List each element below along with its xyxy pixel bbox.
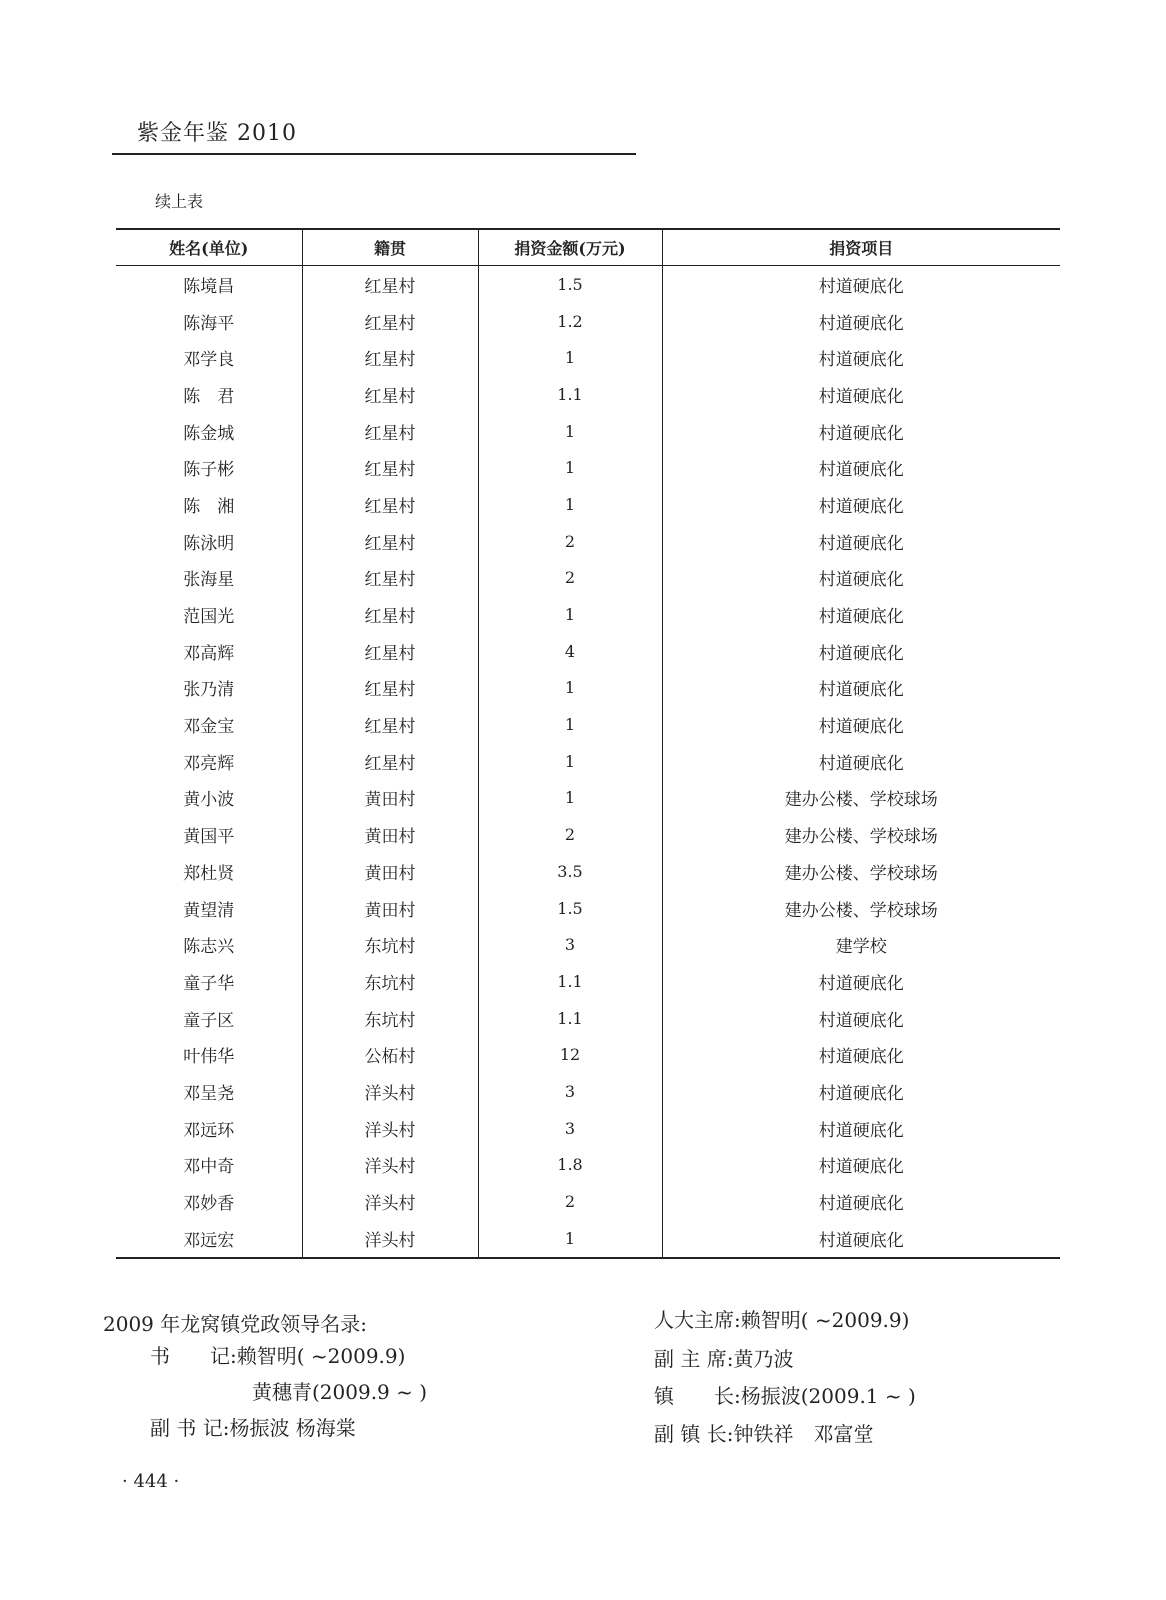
donation-amount: 1.8 — [478, 1147, 662, 1184]
running-header-title: 紫金年鉴 2010 — [137, 121, 297, 146]
table-row — [116, 706, 1060, 743]
donor-origin: 洋头村 — [302, 1220, 478, 1258]
donation-amount: 2 — [478, 1183, 662, 1220]
donor-name: 叶伟华 — [183, 1047, 235, 1068]
table-row — [116, 413, 1060, 450]
donation-project: 村道硬底化 — [662, 1110, 1060, 1147]
donor-name: 郑杜贤 — [183, 863, 235, 884]
donation-project: 建学校 — [662, 926, 1060, 963]
donor-origin: 红星村 — [302, 449, 478, 486]
leader-party-secretary-2: 黄穗青(2009.9 ~ ) — [252, 1380, 428, 1404]
donation-project: 建办公楼、学校球场 — [662, 780, 1060, 817]
table-row — [116, 926, 1060, 963]
donation-project: 村道硬底化 — [662, 266, 1060, 303]
donor-origin: 东坑村 — [302, 963, 478, 1000]
donor-name: 张乃清 — [183, 680, 235, 701]
donor-name: 陈志兴 — [183, 937, 235, 958]
table-row — [116, 339, 1060, 376]
donation-amount: 3 — [478, 926, 662, 963]
donation-project: 村道硬底化 — [662, 486, 1060, 523]
donation-project: 村道硬底化 — [662, 1220, 1060, 1258]
donation-amount: 1 — [478, 596, 662, 633]
donation-project: 村道硬底化 — [662, 560, 1060, 597]
table-body — [116, 266, 1060, 1258]
table-row — [116, 1110, 1060, 1147]
table-row — [116, 633, 1060, 670]
column-header-name: 姓名(单位) — [116, 229, 302, 266]
donor-origin: 洋头村 — [302, 1110, 478, 1147]
donation-amount: 2 — [478, 523, 662, 560]
donor-origin: 红星村 — [302, 486, 478, 523]
donor-name: 黄小波 — [183, 790, 235, 811]
table-row — [116, 963, 1060, 1000]
donor-origin: 红星村 — [302, 339, 478, 376]
donation-project: 村道硬底化 — [662, 963, 1060, 1000]
donor-name: 陈海平 — [183, 313, 235, 334]
table-row — [116, 596, 1060, 633]
donation-amount: 1 — [478, 706, 662, 743]
donor-origin: 红星村 — [302, 706, 478, 743]
donation-project: 村道硬底化 — [662, 743, 1060, 780]
donation-amount: 1.5 — [478, 266, 662, 303]
donor-origin: 黄田村 — [302, 780, 478, 817]
donation-amount: 4 — [478, 633, 662, 670]
leader-deputy-secretary: 副 书 记:杨振波 杨海棠 — [150, 1416, 356, 1440]
donor-name: 范国光 — [183, 607, 235, 628]
donation-amount: 1 — [478, 670, 662, 707]
donor-name: 邓高辉 — [183, 643, 235, 664]
donation-amount: 1 — [478, 486, 662, 523]
donor-origin: 东坑村 — [302, 926, 478, 963]
donor-name: 陈 君 — [183, 386, 235, 407]
donor-origin: 红星村 — [302, 633, 478, 670]
table-row — [116, 1147, 1060, 1184]
continuation-label: 续上表 — [155, 192, 204, 211]
table-row — [116, 1073, 1060, 1110]
donation-amount: 1.1 — [478, 376, 662, 413]
donor-name: 邓金宝 — [183, 717, 235, 738]
donation-amount: 3.5 — [478, 853, 662, 890]
table-row — [116, 853, 1060, 890]
column-header-amount: 捐资金额(万元) — [478, 229, 662, 266]
table-row — [116, 303, 1060, 340]
donation-amount: 1.1 — [478, 1000, 662, 1037]
donation-amount: 3 — [478, 1073, 662, 1110]
donation-project: 村道硬底化 — [662, 1073, 1060, 1110]
donation-amount: 2 — [478, 560, 662, 597]
table-row — [116, 780, 1060, 817]
donation-amount: 1.5 — [478, 890, 662, 927]
table-row — [116, 670, 1060, 707]
donation-project: 村道硬底化 — [662, 670, 1060, 707]
donation-project: 村道硬底化 — [662, 633, 1060, 670]
donation-project: 村道硬底化 — [662, 1147, 1060, 1184]
donor-name: 邓学良 — [183, 350, 235, 371]
donor-name: 陈子彬 — [183, 460, 235, 481]
donor-name: 童子华 — [183, 973, 235, 994]
donation-project: 村道硬底化 — [662, 596, 1060, 633]
donation-amount: 1.2 — [478, 303, 662, 340]
leader-mayor: 镇 长:杨振波(2009.1 ~ ) — [654, 1384, 916, 1408]
donation-amount: 1 — [478, 449, 662, 486]
leader-party-secretary: 书 记:赖智明( ~2009.9) — [150, 1344, 406, 1368]
donation-project: 建办公楼、学校球场 — [662, 816, 1060, 853]
table-row — [116, 376, 1060, 413]
donor-origin: 红星村 — [302, 596, 478, 633]
donation-project: 村道硬底化 — [662, 1000, 1060, 1037]
donor-origin: 洋头村 — [302, 1147, 478, 1184]
donation-project: 村道硬底化 — [662, 303, 1060, 340]
table-row — [116, 743, 1060, 780]
donation-project: 村道硬底化 — [662, 706, 1060, 743]
donor-name: 陈泳明 — [183, 533, 235, 554]
donation-amount: 1 — [478, 780, 662, 817]
donor-origin: 红星村 — [302, 266, 478, 303]
donor-name: 邓呈尧 — [183, 1083, 235, 1104]
donor-origin: 红星村 — [302, 303, 478, 340]
table-row — [116, 1000, 1060, 1037]
donor-origin: 红星村 — [302, 560, 478, 597]
table-row — [116, 1036, 1060, 1073]
donor-name: 邓远环 — [183, 1120, 235, 1141]
leader-vice-chair: 副 主 席:黄乃波 — [654, 1347, 794, 1371]
donor-origin: 红星村 — [302, 376, 478, 413]
donation-project: 村道硬底化 — [662, 449, 1060, 486]
leader-npc-chair: 人大主席:赖智明( ~2009.9) — [654, 1308, 910, 1332]
leader-deputy-mayor: 副 镇 长:钟铁祥 邓富堂 — [654, 1422, 874, 1446]
donation-project: 村道硬底化 — [662, 376, 1060, 413]
donor-name: 陈金城 — [183, 423, 235, 444]
leaders-title: 2009 年龙窝镇党政领导名录: — [103, 1312, 367, 1336]
donor-name: 邓中奇 — [183, 1157, 235, 1178]
donation-amount: 1 — [478, 413, 662, 450]
donation-amount: 3 — [478, 1110, 662, 1147]
donor-origin: 东坑村 — [302, 1000, 478, 1037]
donation-project: 建办公楼、学校球场 — [662, 890, 1060, 927]
donation-amount: 12 — [478, 1036, 662, 1073]
table-row — [116, 266, 1060, 303]
donor-origin: 红星村 — [302, 743, 478, 780]
donation-project: 村道硬底化 — [662, 1036, 1060, 1073]
donation-project: 村道硬底化 — [662, 339, 1060, 376]
donor-origin: 黄田村 — [302, 890, 478, 927]
donor-origin: 红星村 — [302, 523, 478, 560]
donor-name: 陈境昌 — [183, 276, 235, 297]
donor-name: 张海星 — [183, 570, 235, 591]
donor-name: 黄国平 — [183, 827, 235, 848]
donor-name: 黄望清 — [183, 900, 235, 921]
column-header-project: 捐资项目 — [662, 229, 1060, 266]
donor-origin: 洋头村 — [302, 1073, 478, 1110]
table-row — [116, 449, 1060, 486]
donor-name: 童子区 — [183, 1010, 235, 1031]
page-number: · 444 · — [122, 1471, 180, 1492]
donation-project: 村道硬底化 — [662, 523, 1060, 560]
donation-amount: 1 — [478, 339, 662, 376]
table-header-row — [116, 229, 1060, 266]
table-row — [116, 890, 1060, 927]
donation-amount: 2 — [478, 816, 662, 853]
table-row — [116, 1183, 1060, 1220]
donor-origin: 公柘村 — [302, 1036, 478, 1073]
donation-amount: 1.1 — [478, 963, 662, 1000]
table-row — [116, 816, 1060, 853]
table-row — [116, 523, 1060, 560]
donor-name: 邓妙香 — [183, 1194, 235, 1215]
donation-table — [116, 228, 1060, 1259]
donor-origin: 红星村 — [302, 413, 478, 450]
donor-name: 陈 湘 — [183, 496, 235, 517]
donation-amount: 1 — [478, 743, 662, 780]
donation-amount: 1 — [478, 1220, 662, 1258]
donation-project: 建办公楼、学校球场 — [662, 853, 1060, 890]
donor-origin: 红星村 — [302, 670, 478, 707]
donor-name: 邓远宏 — [116, 1220, 302, 1258]
table-row — [116, 486, 1060, 523]
donor-origin: 洋头村 — [302, 1183, 478, 1220]
donor-name: 邓亮辉 — [183, 753, 235, 774]
donor-origin: 黄田村 — [302, 816, 478, 853]
table-row — [116, 560, 1060, 597]
table-row — [116, 1220, 1060, 1258]
column-header-origin: 籍贯 — [302, 229, 478, 266]
header-rule — [112, 153, 636, 155]
donation-project: 村道硬底化 — [662, 1183, 1060, 1220]
donation-project: 村道硬底化 — [662, 413, 1060, 450]
donor-origin: 黄田村 — [302, 853, 478, 890]
